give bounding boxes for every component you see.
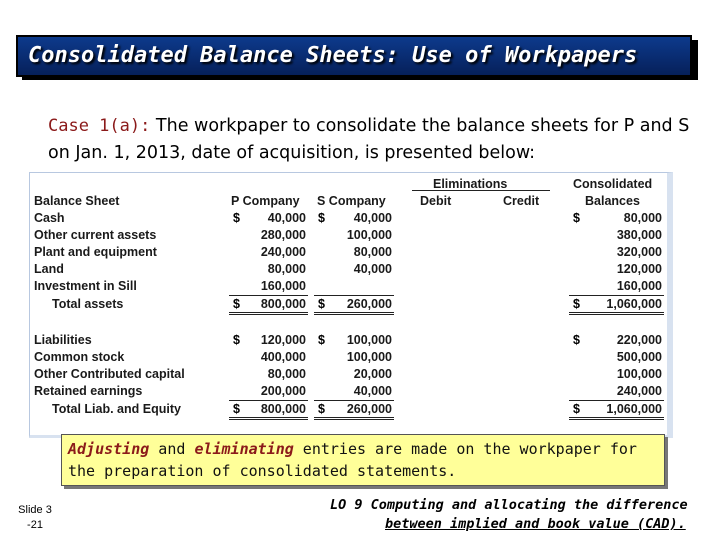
cell-value-s: 40,000 — [353, 262, 392, 276]
cell-value-s: 260,000 — [346, 297, 392, 311]
cell-value-s: 40,000 — [353, 384, 392, 398]
subtotal-rule — [314, 295, 394, 296]
callout-eliminating: eliminating — [194, 440, 294, 458]
header-debit: Debit — [420, 194, 452, 208]
cell-value-s: 40,000 — [353, 211, 392, 225]
currency-sign: $ — [233, 402, 240, 416]
slide-number-line2: -21 — [27, 519, 43, 531]
header-p-company: P Company — [231, 194, 300, 208]
callout-and: and — [149, 440, 195, 458]
row-label: Other current assets — [34, 228, 157, 242]
cell-value-c: 1,060,000 — [606, 297, 662, 311]
currency-sign: $ — [318, 333, 325, 347]
cell-value-p: 200,000 — [260, 384, 306, 398]
row-label: Plant and equipment — [34, 245, 157, 259]
header-s-company: S Company — [317, 194, 386, 208]
row-label: Total Liab. and Equity — [52, 402, 181, 416]
subtotal-rule — [229, 400, 308, 401]
row-label: Total assets — [52, 297, 124, 311]
slide-number-line1: Slide 3 — [18, 504, 52, 516]
cell-value-c: 320,000 — [616, 245, 662, 259]
row-label: Cash — [34, 211, 65, 225]
cell-value-s: 100,000 — [346, 333, 392, 347]
learning-objective — [330, 496, 710, 534]
currency-sign: $ — [573, 211, 580, 225]
subtotal-rule — [569, 295, 664, 296]
row-label: Common stock — [34, 350, 125, 364]
cell-value-s: 100,000 — [346, 228, 392, 242]
lo-line1: LO 9 Computing and allocating the difference — [330, 497, 688, 513]
slide-title: Consolidated Balance Sheets: Use of Workpapers — [16, 35, 692, 77]
cell-value-c: 100,000 — [616, 367, 662, 381]
callout-rest: entries are made on the workpaper for the preparation of consolidated statements. — [68, 440, 637, 480]
subtotal-rule — [314, 400, 394, 401]
currency-sign: $ — [573, 402, 580, 416]
slide-number — [14, 503, 56, 533]
total-double-rule — [314, 312, 394, 315]
subtotal-rule — [569, 400, 664, 401]
cell-value-c: 380,000 — [616, 228, 662, 242]
currency-sign: $ — [318, 297, 325, 311]
currency-sign: $ — [233, 211, 240, 225]
cell-value-c: 240,000 — [616, 384, 662, 398]
row-label: Other Contributed capital — [34, 367, 185, 381]
cell-value-c: 120,000 — [616, 262, 662, 276]
currency-sign: $ — [318, 402, 325, 416]
cell-value-p: 280,000 — [260, 228, 306, 242]
currency-sign: $ — [233, 333, 240, 347]
eliminations-underline — [412, 190, 550, 191]
subtotal-rule — [229, 295, 308, 296]
cell-value-p: 80,000 — [267, 367, 306, 381]
cell-value-p: 40,000 — [267, 211, 306, 225]
cell-value-p: 160,000 — [260, 279, 306, 293]
row-label: Land — [34, 262, 64, 276]
header-balances: Balances — [585, 194, 640, 208]
cell-value-p: 240,000 — [260, 245, 306, 259]
row-label: Retained earnings — [34, 384, 143, 398]
case-intro-text: The workpaper to consolidate the balance sheets for P and S on Jan. 1, 2013, date of acquisition, is presented below: — [48, 116, 690, 163]
lo-line2: between implied and book value (CAD). — [385, 516, 686, 532]
cell-value-c: 1,060,000 — [606, 402, 662, 416]
currency-sign: $ — [318, 211, 325, 225]
cell-value-p: 400,000 — [260, 350, 306, 364]
currency-sign: $ — [233, 297, 240, 311]
header-consolidated: Consolidated — [573, 177, 653, 191]
row-label: Investment in Sill — [34, 279, 137, 293]
case-label: Case 1(a): — [48, 116, 151, 136]
cell-value-p: 80,000 — [267, 262, 306, 276]
consolidation-workpaper — [29, 172, 673, 438]
cell-value-s: 260,000 — [346, 402, 392, 416]
case-intro — [48, 113, 708, 167]
currency-sign: $ — [573, 297, 580, 311]
header-credit: Credit — [503, 194, 540, 208]
total-double-rule — [229, 312, 308, 315]
cell-value-c: 500,000 — [616, 350, 662, 364]
currency-sign: $ — [573, 333, 580, 347]
cell-value-p: 120,000 — [260, 333, 306, 347]
cell-value-p: 800,000 — [260, 402, 306, 416]
adjusting-callout — [61, 434, 665, 486]
total-double-rule — [229, 417, 308, 420]
row-label: Liabilities — [34, 333, 92, 347]
cell-value-s: 100,000 — [346, 350, 392, 364]
header-eliminations: Eliminations — [433, 177, 508, 191]
cell-value-p: 800,000 — [260, 297, 306, 311]
callout-adjusting: Adjusting — [68, 440, 150, 458]
total-double-rule — [314, 417, 394, 420]
total-double-rule — [569, 312, 664, 315]
total-double-rule — [569, 417, 664, 420]
cell-value-s: 20,000 — [353, 367, 392, 381]
cell-value-c: 220,000 — [616, 333, 662, 347]
cell-value-c: 160,000 — [616, 279, 662, 293]
cell-value-c: 80,000 — [623, 211, 662, 225]
cell-value-s: 80,000 — [353, 245, 392, 259]
header-balance-sheet: Balance Sheet — [34, 194, 120, 208]
